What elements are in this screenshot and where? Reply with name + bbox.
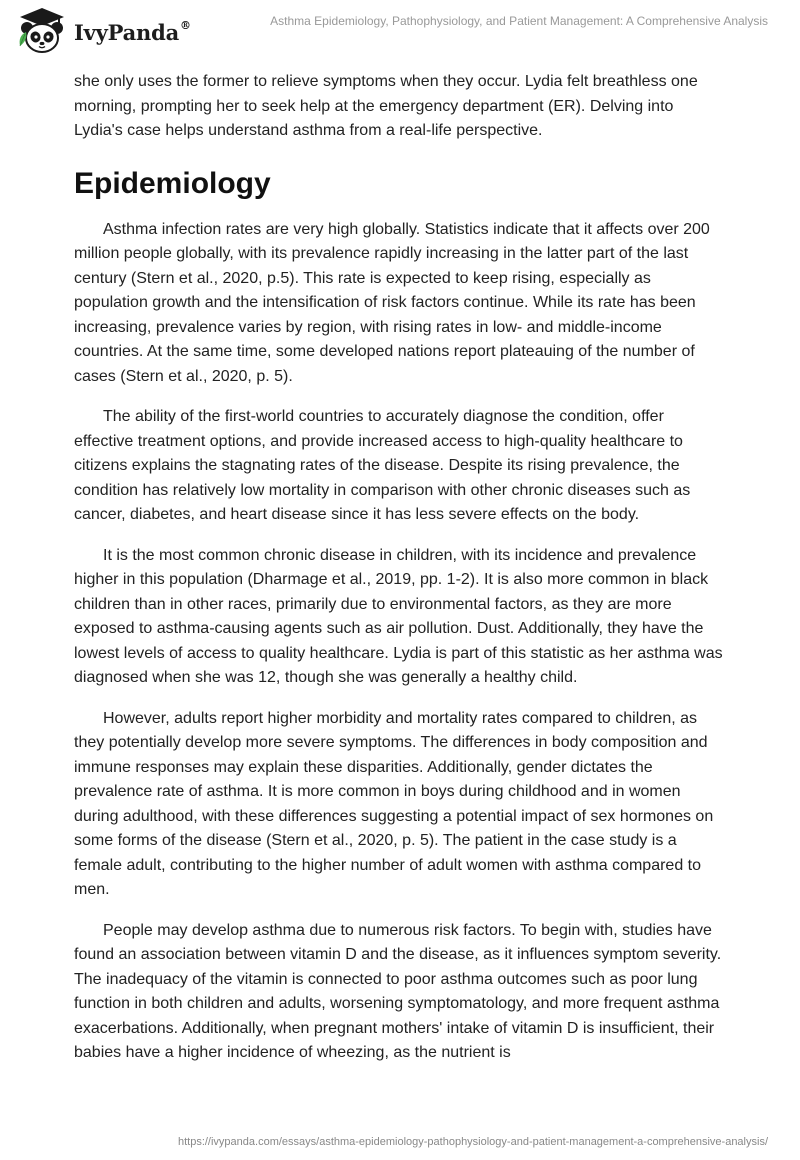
paragraph: The ability of the first-world countries to accurately diagnose the condition, offer effective treatment options, and provide increased access to high-quality healthcare to citizens explains the stagnating rates of the disease. Despite its rising prevalence, the condition has relatively low mortality in comparison with other chronic diseases such as cancer, diabetes, and heart disease since it has less severe effects on the body. [74,408,691,523]
paragraph: People may develop asthma due to numerous risk factors. To begin with, studies have found an association between vitamin D and the disease, as it influences symptom severity. The inadequacy of the vitamin is connected to poor asthma outcomes such as poor lung function in both children and adults, worsening symptomatology, and more frequent asthma exacerbations. Additionally, when pregnant mothers' intake of vitamin D is insufficient, their babies have a higher incidence of wheezing, as the nutrient is [74,921,722,1061]
essay-content [74,70,724,1082]
paragraph: Asthma infection rates are very high globally. Statistics indicate that it affects over 200 million people globally, with its prevalence rapidly increasing in the latter part of the last century (Stern et al., 2020, p.5). This rate is expected to keep rising, especially as population growth and the intensification of risk factors continue. While its rate has been increasing, prevalence varies by region, with rising rates in low- and middle-income countries. At the same time, some developed nations report plateauing of the number of cases (Stern et al., 2020, p. 5). [74,220,710,385]
site-logo[interactable] [16,6,191,56]
graduation-panda-icon [16,6,68,56]
source-url: https://ivypanda.com/essays/asthma-epidemiology-pathophysiology-and-patient-management-a-comprehensive-analysis/ [177,1136,768,1148]
section-heading: Epidemiology [74,166,271,200]
brand-name: IvyPanda® [74,18,191,45]
page-header [0,0,800,62]
paragraph: However, adults report higher morbidity and mortality rates compared to children, as they potentially develop more severe symptoms. The differences in body composition and immune responses may explain these disparities. Additionally, gender dictates the prevalence rate of asthma. It is more common in boys during childhood and in women during adulthood, with these differences suggesting a potential impact of sex hormones on some forms of the disease (Stern et al., 2020, p. 5). The patient in the case study is a female adult, contributing to the higher number of adult women with asthma compared to men. [74,709,714,898]
intro-paragraph-tail: she only uses the former to relieve symptoms when they occur. Lydia felt breathless one morning, prompting her to seek help at the emergency department (ER). Delving into Lydia's case helps understand asthma from a real-life perspective. [74,73,698,139]
document-title: Asthma Epidemiology, Pathophysiology, and Patient Management: A Comprehensive Analysis [270,14,768,28]
paragraph: It is the most common chronic disease in children, with its incidence and prevalence higher in this population (Dharmage et al., 2019, pp. 1-2). It is also more common in black children than in other races, primarily due to environmental factors, as they are more exposed to asthma-causing agents such as air pollution. Dust. Additionally, they have the lowest levels of access to quality healthcare. Lydia is part of this statistic as her asthma was diagnosed when she was 12, though she was generally a healthy child. [74,546,723,686]
registered-mark: ® [180,18,191,32]
